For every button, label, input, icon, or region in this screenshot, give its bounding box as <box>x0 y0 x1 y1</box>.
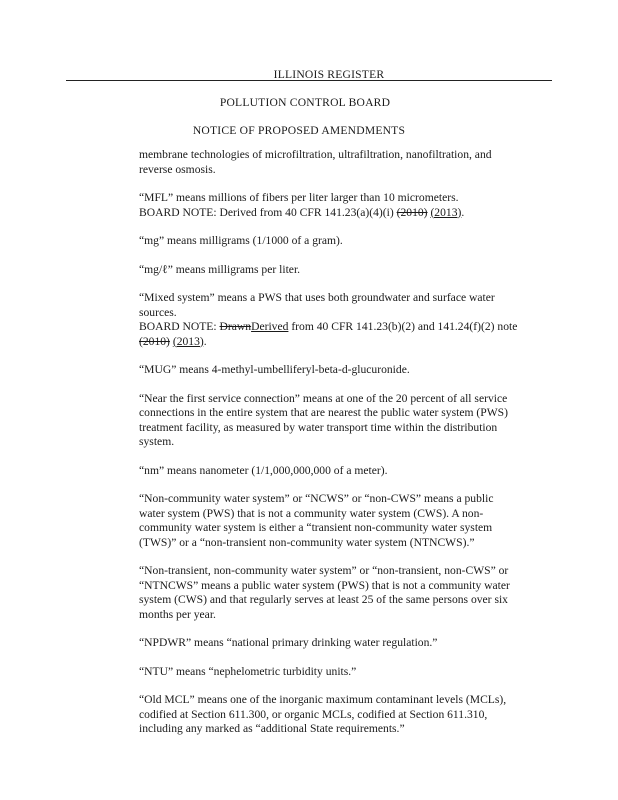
definition-ntu: “NTU” means “nephelometric turbidity units.” <box>139 664 357 678</box>
board-note-mixed: BOARD NOTE: DrawnDerived from 40 CFR 141.23(b)(2) and 141.24(f)(2) note (2010) (2013). <box>139 320 518 348</box>
board-note-mfl: BOARD NOTE: Derived from 40 CFR 141.23(a)(4)(i) (2010) (2013). <box>139 205 465 219</box>
paragraph-membrane: membrane technologies of microfiltration, ultrafiltration, nanofiltration, and reverse osmosis. <box>139 148 492 176</box>
definition-mfl: “MFL” means millions of fibers per liter larger than 10 micrometers. <box>139 191 459 204</box>
added-text: (2013) <box>172 334 204 348</box>
definition-mgl: “mg/ℓ” means milligrams per liter. <box>139 262 301 276</box>
definition-ntncws: “Non-transient, non-community water system” or “non-transient, non-CWS” or “NTNCWS” means a public water system (PWS) that is not a community water system (CWS) and that regularly serves at least 25 of the same persons over six months per year. <box>139 564 510 621</box>
added-text: (2013) <box>430 205 462 219</box>
struck-text: (2010) <box>396 205 428 219</box>
document-body <box>139 148 519 751</box>
board-note-text: BOARD NOTE: <box>139 320 220 333</box>
struck-text: (2010) <box>139 334 170 348</box>
definition-ncws: “Non-community water system” or “NCWS” or “non-CWS” means a public water system (PWS) that is not a community water system (CWS). A non-community water system is either a “transient non-community water system (TWS)” or a “non-transient non-community water system (NTNCWS).” <box>139 492 494 549</box>
definition-near-first-service: “Near the first service connection” means at one of the 20 percent of all service connections in the entire system that are nearest the public water system (PWS) treatment facility, as measured by water transport time within the distribution system. <box>139 391 508 448</box>
register-title: ILLINOIS REGISTER <box>273 68 385 81</box>
definition-mg: “mg” means milligrams (1/1000 of a gram). <box>139 234 343 247</box>
definition-npdwr: “NPDWR” means “national primary drinking water regulation.” <box>139 636 438 649</box>
definition-nm: “nm” means nanometer (1/1,000,000,000 of a meter). <box>139 463 388 477</box>
definition-mixed-system: “Mixed system” means a PWS that uses both groundwater and surface water sources. <box>139 291 495 319</box>
added-text: Derived <box>251 320 289 333</box>
notice-title: NOTICE OF PROPOSED AMENDMENTS <box>192 124 406 137</box>
definition-old-mcl: “Old MCL” means one of the inorganic maximum contaminant levels (MCLs), codified at Section 611.300, or organic MCLs, codified at Section 611.310, including any marked as “additional State requirements.” <box>139 693 507 735</box>
struck-text: Drawn <box>219 320 252 333</box>
board-note-text: BOARD NOTE: Derived from 40 CFR 141.23(a)(4)(i) <box>139 205 397 219</box>
definition-mug: “MUG” means 4-methyl-umbelliferyl-beta-d-glucuronide. <box>139 363 410 376</box>
board-title: POLLUTION CONTROL BOARD <box>219 96 391 109</box>
